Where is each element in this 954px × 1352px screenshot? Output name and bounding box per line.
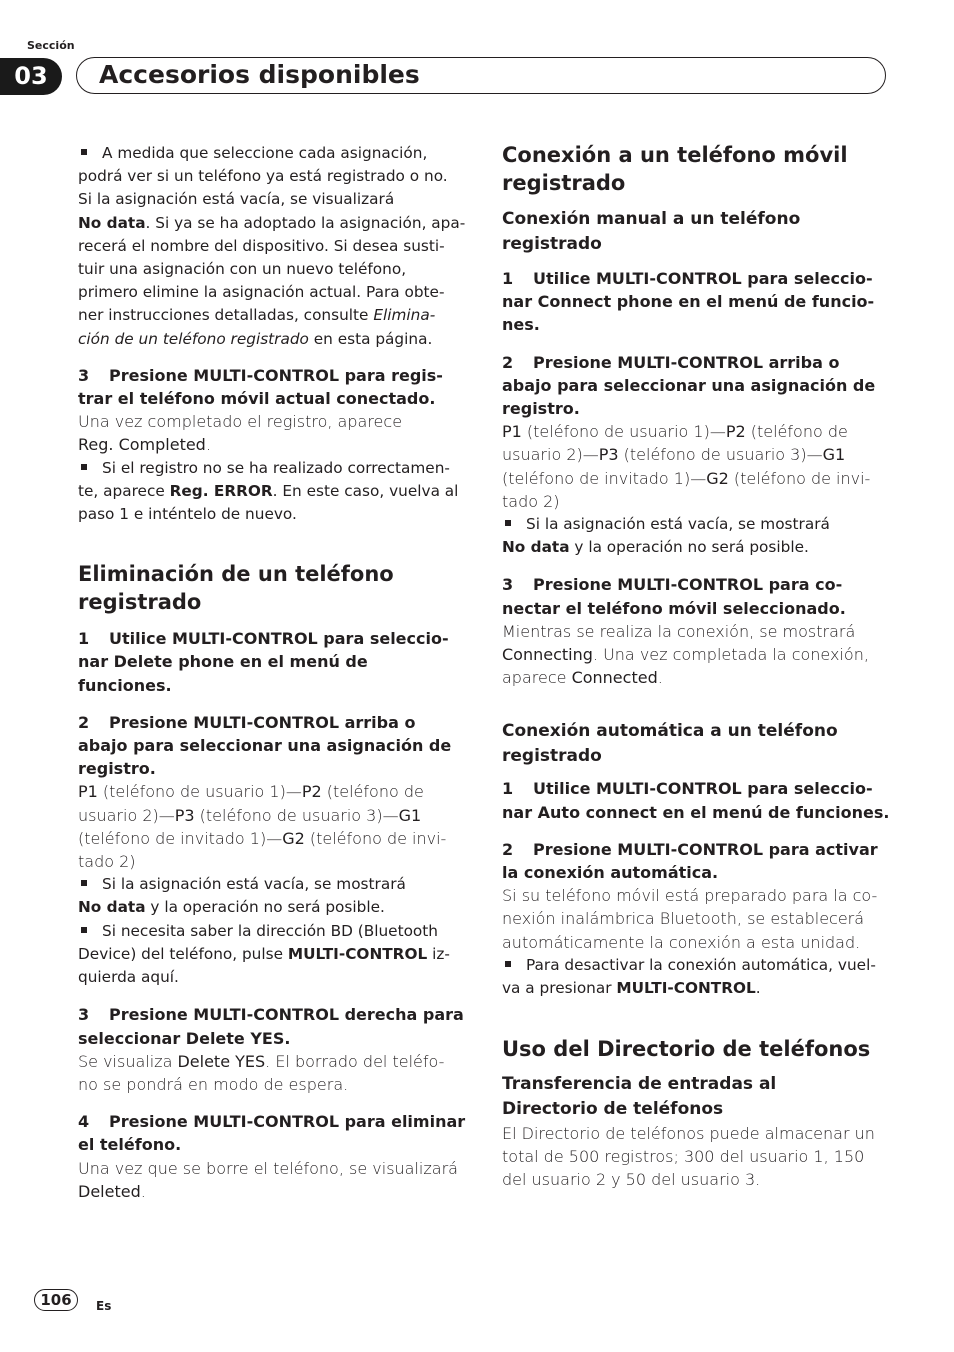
auto-step-2: 2 Presione MULTI-CONTROL para activar la conexión automática. Si su teléfono móvil está preparado para la co- nexión inalámbrica Bluetooth, se establecerá automáticamente la conexión a esta unidad. Para desactivar la conexión automática, vuel- va a presionar MULTI-CONTROL. <box>502 839 878 998</box>
connect-step-1: 1 Utilice MULTI-CONTROL para seleccio- nar Connect phone en el menú de funcio- nes. <box>502 269 875 335</box>
section-title-bar <box>76 57 886 94</box>
bullet-square-icon <box>81 464 87 470</box>
bullet-square-icon <box>81 149 87 155</box>
connect-step-3: 3 Presione MULTI-CONTROL para co- nectar el teléfono móvil seleccionado. Mientras se realiza la conexión, se mostrará Connecting. Una vez completada la conexión, aparece Connected. <box>502 575 869 688</box>
page-number-badge: 106 <box>34 1289 78 1311</box>
heading-auto-connect: Conexión automática a un teléfono registrado <box>502 721 838 767</box>
delete-step-4: 4 Presione MULTI-CONTROL para eliminar el teléfono. Una vez que se borre el teléfono, se visualizará Deleted. <box>78 1112 466 1201</box>
step-3-register: 3 Presione MULTI-CONTROL para regis- trar el teléfono móvil actual conectado. Una vez completado el registro, aparece Reg. Completed. Si el registro no se ha realizado correctamen- te, aparece Reg. ERROR. En este caso, vuelva al paso 1 e inténtelo de nuevo. <box>78 365 459 524</box>
connect-step-2: 2 Presione MULTI-CONTROL arriba o abajo para seleccionar una asignación de registro. P1 (teléfono de usuario 1)—P2 (teléfono de usuario 2)—P3 (teléfono de usuario 3)—G1 (teléfono de invitado 1)—G2 (teléfono de invi- tado 2) Si la asignación está vacía, se mostrará No data y la operación no será posible. <box>502 352 876 557</box>
bullet-square-icon <box>81 927 87 933</box>
bullet-square-icon <box>505 520 511 526</box>
heading-manual-connect: Conexión manual a un teléfono registrado <box>502 209 801 254</box>
auto-step-1: 1 Utilice MULTI-CONTROL para seleccio- nar Auto connect en el menú de funciones. <box>502 779 890 822</box>
right-column <box>502 142 892 1191</box>
section-title: Accesorios disponibles <box>99 60 420 89</box>
section-number-tab: 03 <box>0 58 62 95</box>
left-column <box>78 142 466 1203</box>
delete-step-1: 1 Utilice MULTI-CONTROL para seleccio- nar Delete phone en el menú de funciones. <box>78 629 449 695</box>
phonebook-body: El Directorio de teléfonos puede almacenar un total de 500 registros; 300 del usuario 1, 150 del usuario 2 y 50 del usuario 3. <box>502 1123 875 1190</box>
delete-step-3: 3 Presione MULTI-CONTROL derecha para seleccionar Delete YES. Se visualiza Delete YES. El borrado del teléfo- no se pondrá en modo de espera. <box>78 1005 464 1094</box>
bullet-square-icon <box>81 880 87 886</box>
heading-connect-phone: Conexión a un teléfono móvil registrado <box>502 143 848 195</box>
heading-phonebook: Uso del Directorio de teléfonos <box>502 1037 871 1062</box>
delete-step-2: 2 Presione MULTI-CONTROL arriba o abajo para seleccionar una asignación de registro. P1 (teléfono de usuario 1)—P2 (teléfono de usuario 2)—P3 (teléfono de usuario 3)—G1 (teléfono de invitado 1)—G2 (teléfono de invi- tado 2) Si la asignación está vacía, se mostrará No data y la operación no será posible. Si necesita saber la dirección BD (Bluetooth Device) del teléfono, pulse MULTI-CONTROL iz- quierda aquí. <box>78 712 452 987</box>
heading-transfer-entries: Transferencia de entradas al Directorio de teléfonos <box>502 1073 777 1119</box>
bullet-square-icon <box>505 961 511 967</box>
note-assignment: A medida que seleccione cada asignación, podrá ver si un teléfono ya está registrado o no. Si la asignación está vacía, se visualizará No data. Si ya se ha adoptado la asignación, apa- recerá el nombre del dispositivo. Si desea susti- tuir una asignación con un nuevo teléfono, primero elimine la asignación actual. Para obte- ner instrucciones detalladas, consulte Elimina- ción de un teléfono registrado en esta página. <box>78 144 466 348</box>
section-label: Sección <box>27 39 75 52</box>
language-code: Es <box>96 1299 112 1313</box>
heading-delete-phone: Eliminación de un teléfono registrado <box>78 562 394 614</box>
